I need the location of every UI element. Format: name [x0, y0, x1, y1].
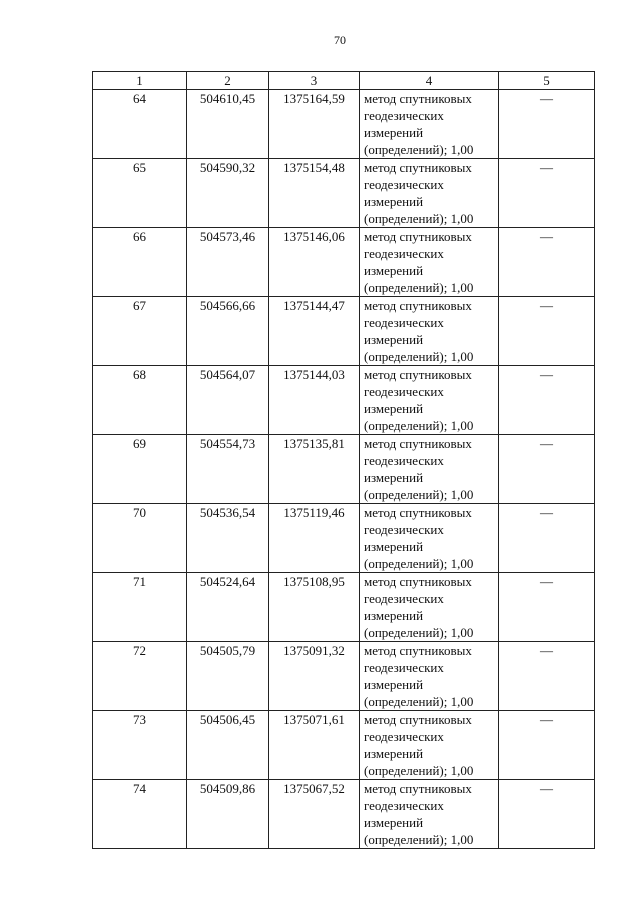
cell-note: —: [540, 781, 553, 796]
cell-note: —: [540, 712, 553, 727]
cell-y: 1375108,95: [283, 574, 345, 589]
header-col-5: 5: [499, 72, 595, 90]
cell-x: 504573,46: [199, 229, 256, 244]
table-row: [93, 504, 595, 573]
table-row: [93, 642, 595, 711]
cell-point: 72: [133, 643, 146, 658]
measurement-method: [360, 780, 499, 849]
coordinate-x: [187, 159, 269, 228]
note-cell: [499, 711, 595, 780]
cell-method: метод спутниковых геодезических измерений (определений); 1,00: [364, 436, 474, 502]
cell-y: 1375091,32: [283, 643, 345, 658]
note-cell: [499, 366, 595, 435]
table-row: [93, 159, 595, 228]
cell-note: —: [540, 367, 553, 382]
cell-y: 1375144,03: [283, 367, 345, 382]
point-number: [93, 573, 187, 642]
cell-x: 504590,32: [199, 160, 256, 175]
note-cell: [499, 435, 595, 504]
cell-point: 66: [133, 229, 146, 244]
header-col-1: 1: [93, 72, 187, 90]
table-row: [93, 573, 595, 642]
table-row: [93, 228, 595, 297]
measurement-method: [360, 159, 499, 228]
header-col-4: 4: [360, 72, 499, 90]
coordinate-x: [187, 228, 269, 297]
note-cell: [499, 228, 595, 297]
coordinate-y: [269, 435, 360, 504]
coordinate-x: [187, 780, 269, 849]
point-number: [93, 504, 187, 573]
cell-x: 504524,64: [199, 574, 256, 589]
cell-point: 65: [133, 160, 146, 175]
cell-y: 1375146,06: [283, 229, 345, 244]
cell-method: метод спутниковых геодезических измерений (определений); 1,00: [364, 91, 474, 157]
table-header: [93, 72, 595, 90]
cell-method: метод спутниковых геодезических измерений (определений); 1,00: [364, 298, 474, 364]
cell-point: 67: [133, 298, 146, 313]
cell-point: 64: [133, 91, 146, 106]
cell-x: 504536,54: [199, 505, 256, 520]
note-cell: [499, 90, 595, 159]
cell-method: метод спутниковых геодезических измерений (определений); 1,00: [364, 229, 474, 295]
cell-x: 504610,45: [199, 91, 256, 106]
point-number: [93, 711, 187, 780]
cell-method: метод спутниковых геодезических измерений (определений); 1,00: [364, 574, 474, 640]
cell-point: 74: [133, 781, 146, 796]
table-row: [93, 780, 595, 849]
cell-note: —: [540, 91, 553, 106]
cell-method: метод спутниковых геодезических измерений (определений); 1,00: [364, 505, 474, 571]
note-cell: [499, 642, 595, 711]
cell-y: 1375119,46: [283, 505, 345, 520]
cell-x: 504554,73: [199, 436, 256, 451]
cell-y: 1375144,47: [283, 298, 345, 313]
measurement-method: [360, 573, 499, 642]
coordinate-y: [269, 297, 360, 366]
page-number: 70: [334, 33, 346, 47]
cell-note: —: [540, 436, 553, 451]
point-number: [93, 780, 187, 849]
point-number: [93, 642, 187, 711]
cell-y: 1375154,48: [283, 160, 345, 175]
coordinate-x: [187, 642, 269, 711]
coordinate-x: [187, 297, 269, 366]
coordinate-y: [269, 90, 360, 159]
measurement-method: [360, 90, 499, 159]
measurement-method: [360, 228, 499, 297]
coordinates-table: [92, 71, 595, 849]
coordinate-y: [269, 159, 360, 228]
coordinate-y: [269, 228, 360, 297]
cell-x: 504566,66: [199, 298, 256, 313]
point-number: [93, 159, 187, 228]
table-row: [93, 366, 595, 435]
note-cell: [499, 504, 595, 573]
coordinate-y: [269, 366, 360, 435]
cell-y: 1375071,61: [283, 712, 345, 727]
point-number: [93, 297, 187, 366]
cell-x: 504506,45: [199, 712, 256, 727]
header-col-3: 3: [269, 72, 360, 90]
coordinate-x: [187, 366, 269, 435]
cell-y: 1375067,52: [283, 781, 345, 796]
measurement-method: [360, 297, 499, 366]
point-number: [93, 435, 187, 504]
cell-note: —: [540, 229, 553, 244]
table-row: [93, 297, 595, 366]
measurement-method: [360, 504, 499, 573]
cell-method: метод спутниковых геодезических измерений (определений); 1,00: [364, 712, 474, 778]
cell-method: метод спутниковых геодезических измерений (определений); 1,00: [364, 160, 474, 226]
note-cell: [499, 297, 595, 366]
point-number: [93, 366, 187, 435]
cell-x: 504564,07: [199, 367, 256, 382]
cell-point: 69: [133, 436, 146, 451]
measurement-method: [360, 642, 499, 711]
note-cell: [499, 573, 595, 642]
coordinate-y: [269, 780, 360, 849]
cell-x: 504509,86: [199, 781, 256, 796]
table-row: [93, 435, 595, 504]
point-number: [93, 90, 187, 159]
measurement-method: [360, 435, 499, 504]
cell-note: —: [540, 574, 553, 589]
cell-y: 1375135,81: [283, 436, 345, 451]
cell-method: метод спутниковых геодезических измерений (определений); 1,00: [364, 367, 474, 433]
note-cell: [499, 159, 595, 228]
measurement-method: [360, 711, 499, 780]
cell-note: —: [540, 160, 553, 175]
table-row: [93, 711, 595, 780]
coordinate-x: [187, 504, 269, 573]
table-row: [93, 90, 595, 159]
cell-x: 504505,79: [199, 643, 256, 658]
coordinate-x: [187, 435, 269, 504]
cell-note: —: [540, 298, 553, 313]
cell-point: 73: [133, 712, 146, 727]
header-col-2: 2: [187, 72, 269, 90]
coordinate-y: [269, 504, 360, 573]
cell-method: метод спутниковых геодезических измерений (определений); 1,00: [364, 643, 474, 709]
cell-note: —: [540, 643, 553, 658]
cell-point: 68: [133, 367, 146, 382]
cell-point: 70: [133, 505, 146, 520]
coordinate-x: [187, 711, 269, 780]
cell-method: метод спутниковых геодезических измерений (определений); 1,00: [364, 781, 474, 847]
cell-y: 1375164,59: [283, 91, 345, 106]
measurement-method: [360, 366, 499, 435]
table-body: [93, 90, 595, 849]
cell-note: —: [540, 505, 553, 520]
note-cell: [499, 780, 595, 849]
coordinate-y: [269, 573, 360, 642]
point-number: [93, 228, 187, 297]
coordinate-y: [269, 642, 360, 711]
cell-point: 71: [133, 574, 146, 589]
coordinate-x: [187, 573, 269, 642]
coordinate-y: [269, 711, 360, 780]
coordinate-x: [187, 90, 269, 159]
